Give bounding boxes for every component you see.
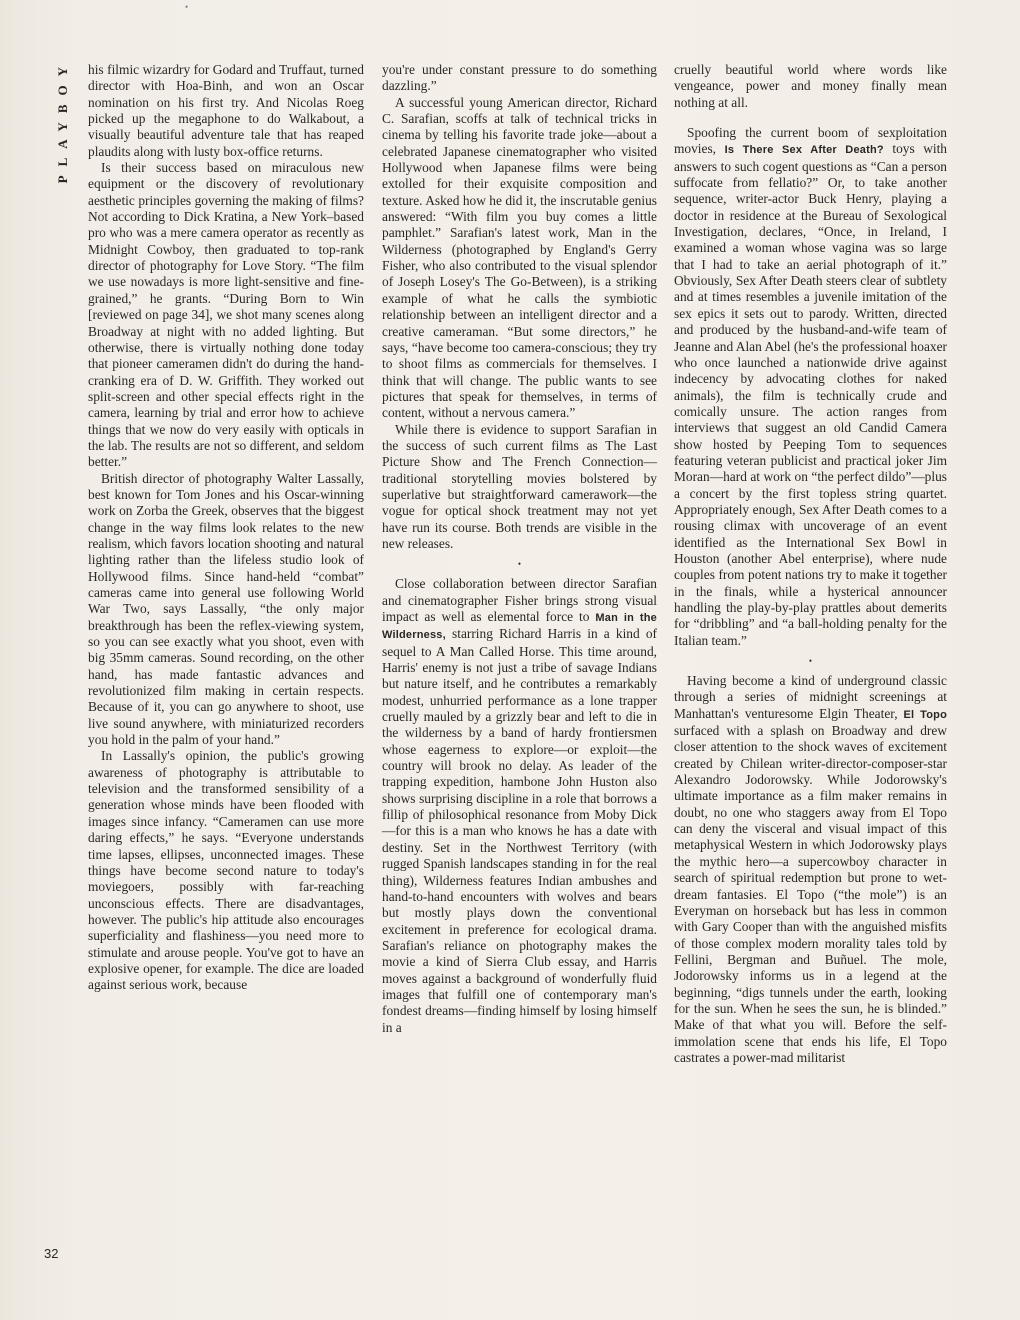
paragraph: his filmic wizardry for Godard and Truffaut, turned director with Hoa-Binh, and won an Oscar nomination on his first try. And Nicolas Roeg picked up the megaphone to do Walkabout, a visually beautiful adventure tale that has reaped plaudits along with lusty box-office returns. xyxy=(88,62,364,159)
review-el-topo xyxy=(674,673,947,1066)
review-man-in-the-wilderness xyxy=(382,576,657,1036)
paragraph: In Lassally's opinion, the public's growing awareness of photography is attributable to television and the transformed sensibility of a generation whose minds have been flooded with images since infancy. “Cameramen can use more daring effects,” he says. “Everyone understands time lapses, ellipses, unconnected images. These things have become second nature to today's moviegoers, possibly with far-reaching unconscious effects. There are disadvantages, however. The public's hip attitude also encourages superficiality and flashiness—you need more to stimulate and arouse people. You've got to have an explosive opener, for example. The dice are loaded against serious work, because xyxy=(88,748,364,993)
paragraph-lead: Close collaboration between director Sarafian and cinematographer Fisher brings strong visual impact as well as elemental force to xyxy=(382,576,657,624)
column-1 xyxy=(88,62,364,994)
paragraph: A successful young American director, Richard C. Sarafian, scoffs at talk of technical tricks in cinema by telling his favorite trade joke—about a celebrated Japanese cinematographer who visited Hollywood when Japanese films were being extolled for their exquisite composition and texture. Asked how he did it, the inscrutable genius answered: “With film you buy comes a little pamphlet.” Sarafian's latest work, Man in the Wilderness (photographed by England's Gerry Fisher, who also contributed to the visual splendor of Joseph Losey's The Go-Between), is a striking example of what he calls the symbiotic relationship between an intelligent director and a creative cameraman. “But some directors,” he says, “have become too camera-conscious; they try to shoot films as commercials for themselves. I think that will change. The public wants to see pictures that speak for themselves, in terms of content, without a nervous camera.” xyxy=(382,94,657,421)
paragraph: While there is evidence to support Sarafian in the success of such current films as The Last Picture Show and The French Connection—traditional storytelling movies bolstered by superlative but straightforward camerawork—the vogue for optical shock treatment may not yet have run its course. Both trends are visible in the new releases. xyxy=(382,421,657,551)
film-title: Man in the Wilderness, xyxy=(382,612,657,642)
ornament-dot: • xyxy=(185,2,189,12)
column-2 xyxy=(382,62,657,1036)
section-divider: • xyxy=(517,559,522,570)
paragraph: Is their success based on miraculous new equipment or the discovery of revolutionary aesthetic principles governing the making of films? Not according to Dick Kratina, a New York–based pro who was a mere camera operator as recently as Midnight Cowboy, then graduated to top-rank director of photography for Love Story. “The film we use nowadays is more light-sensitive and fine-grained,” he grants. “During Born to Win [reviewed on page 34], we shot many scenes along Broadway at night with no added lighting. But otherwise, there is virtually nothing done today that pioneer cameramen didn't do during the hand-cranking era of D. W. Griffith. They worked out split-screen and other special effects right in the camera, learning by trial and error how to achieve things that we now do very easily with opticals in the lab. The results are not so different, and seldom better.” xyxy=(88,160,364,470)
paragraph-body: toys with answers to such cogent questions as “Can a person suffocate from fellatio?” Or, to take another sequence, writer-actor Buck Henry, playing a doctor in residence at the Bureau of Sexological Investigation, declares, “Once, in Ireland, I examined a woman whose vagina was so large that I had to take an aerial photograph of it.” Obviously, Sex After Death steers clear of subtlety and at times resembles a juvenile imitation of the sex epics it sets out to parody. Written, directed and produced by the husband-and-wife team of Jeanne and Alan Abel (he's the professional hoaxer who once launched a nationwide drive against indecency by advocating clothes for naked animals), the film is technically crude and comically unsure. The action ranges from interviews that suggest an old Candid Camera show hosted by Peeping Tom to sequences featuring veteran publicist and practical joker Jim Moran—hard at work on “the perfect dildo”—plus a concert by the first topless string quartet. Appropriately enough, Sex After Death comes to a rousing climax with uncoverage of an event identified as the International Sex Bowl in Houston (another Abel enterprise), where nude couples from potent nations try to make it together in the finals, while a hysterical announcer handling the play-by-play prattles about demerits for “dribbling” and “a ball-holding penalty for the Italian team.” xyxy=(674,141,948,648)
paragraph-body: surfaced with a splash on Broadway and drew closer attention to the shock waves of excitement created by Chilean writer-director-composer-star Alexandro Jodorowsky. While Jodorowsky's ultimate importance as a film maker remains in doubt, no one who staggers away from El Topo can deny the visceral and visual impact of this metaphysical Western in which Jodorowsky plays the mythic hero—a supercowboy character in search of spiritual redemption but prone to wet-dream fantasies. El Topo (“the mole”) is an Everyman on horseback but has less in common with Gary Cooper than with the anguished misfits of those complex modern morality tales told by Fellini, Bergman and Buñuel. The mole, Jodorowsky informs us in a legend at the beginning, “digs tunnels under the earth, looking for the sun. When he sees the sun, he is blinded.” Make of that what you will. Before the self-immolation scene that ends his life, El Topo castrates a power-mad militarist xyxy=(674,723,947,1065)
column-3 xyxy=(674,62,947,1066)
paragraph: you're under constant pressure to do something dazzling.” xyxy=(382,62,657,94)
paragraph: cruelly beautiful world where words like vengeance, power and money finally mean nothing at all. xyxy=(674,62,947,110)
masthead xyxy=(50,58,76,218)
film-title: Is There Sex After Death? xyxy=(724,144,884,157)
paragraph-lead: Spoofing the current boom of sexploitation movies, xyxy=(674,125,947,157)
masthead-text: PLAYBOY xyxy=(55,58,70,184)
paragraph-body: starring Richard Harris in a kind of sequel to A Man Called Horse. This time around, Harris' enemy is not just a tribe of savage Indians but nature itself, and he contributes a remarkably modest, unhurried performance as a lone trapper cruelly mauled by a grizzly bear and left to die in the wilderness by a band of hardy frontiersmen whose eagerness to explore—or exploit—the country will brook no delay. As leader of the trapping expedition, hambone John Huston also shows surprising discipline in a role that borrows a fillip of philosophical resonance from Moby Dick—for this is a man who knows he has a date with destiny. Set in the Northwest Territory (with rugged Spanish landscapes standing in for the real thing), Wilderness features Indian ambushes and hand-to-hand encounters with wolves and bears but mostly plays down the conventional excitement in preference for ecological drama. Sarafian's reliance on photography makes the movie a kind of Sierra Club essay, and Harris moves against a background of wonderfully fluid images that fulfill one of contemporary man's fondest dreams—finding himself by losing himself in a xyxy=(382,626,657,1035)
page-number: 32 xyxy=(44,1246,59,1261)
section-divider: • xyxy=(808,656,813,667)
film-title: El Topo xyxy=(903,708,947,721)
paragraph-lead: Having become a kind of underground classic through a series of midnight screenings at Manhattan's venturesome Elgin Theater, xyxy=(674,673,947,721)
paragraph: British director of photography Walter Lassally, best known for Tom Jones and his Oscar-winning work on Zorba the Greek, observes that the biggest change in the way films look relates to the new realism, which favors location shooting and natural lighting rather than the lifeless studio look of Hollywood films. Since hand-held “combat” cameras came into general use following World War Two, says Lassally, “the only major breakthrough has been the reflex-viewing system, so you can see exactly what you shoot, even with big 35mm cameras. Sound recording, on the other hand, has made fantastic advances and revolutionized film making in certain respects. Because of it, you can go anywhere to shoot, use live sound anywhere, with miniaturized recorders you hold in the palm of your hand.” xyxy=(88,470,364,748)
review-sex-after-death xyxy=(674,125,947,649)
